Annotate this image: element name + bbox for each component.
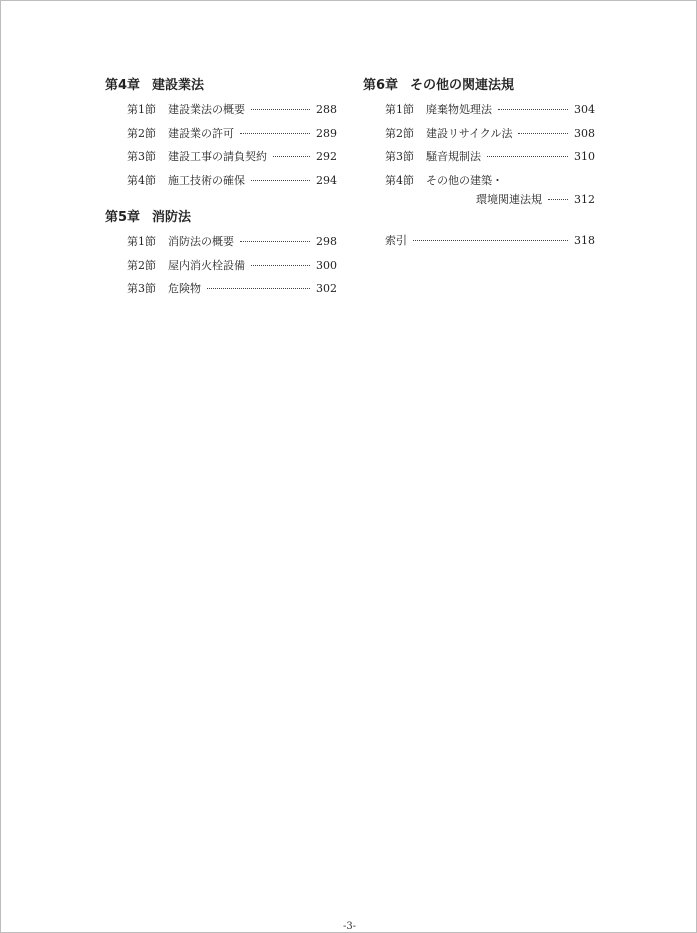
section-number: 第4節 <box>127 173 156 187</box>
dot-leader <box>251 180 310 181</box>
section-title: 騒音規制法 <box>426 150 481 163</box>
chapter-5 <box>105 209 337 297</box>
toc-entry <box>363 101 595 118</box>
page-number: 302 <box>316 282 337 295</box>
page-number: 304 <box>574 103 595 116</box>
dot-leader <box>487 156 568 157</box>
chapter-title: その他の関連法規 <box>410 78 515 93</box>
chapter-number: 第5章 <box>105 210 141 225</box>
chapter-4 <box>105 77 337 189</box>
toc-index-entry <box>363 232 595 249</box>
chapter-6 <box>363 77 595 208</box>
section-title: 建設リサイクル法 <box>426 126 513 140</box>
page-number: 292 <box>316 150 337 163</box>
toc-entry <box>105 148 337 165</box>
page-number: 288 <box>316 103 337 116</box>
spacer <box>363 214 595 232</box>
toc-entry <box>105 257 337 274</box>
toc-entry-continuation <box>363 191 595 208</box>
toc-column-left <box>105 77 337 304</box>
chapter-title: 消防法 <box>152 210 192 225</box>
dot-leader <box>518 133 568 134</box>
dot-leader <box>207 288 310 289</box>
page-footer-number: -3- <box>342 921 357 932</box>
toc-entry <box>105 172 337 189</box>
chapter-number: 第6章 <box>363 78 399 93</box>
index-title: 索引 <box>385 234 407 247</box>
dot-leader <box>273 156 310 157</box>
page-number: 308 <box>574 126 595 140</box>
section-title: 廃棄物処理法 <box>426 103 492 116</box>
section-number: 第3節 <box>385 150 414 163</box>
section-number: 第1節 <box>385 103 414 116</box>
toc-entry <box>105 125 337 142</box>
chapter-heading <box>105 209 337 227</box>
dot-leader <box>240 241 310 242</box>
toc-entry <box>105 233 337 250</box>
section-number: 第4節 <box>385 173 414 187</box>
page-number: 289 <box>316 126 337 140</box>
chapter-number: 第4章 <box>105 78 141 93</box>
dot-leader <box>498 109 568 110</box>
section-title: 建設工事の請負契約 <box>168 150 267 163</box>
section-number: 第1節 <box>127 103 156 116</box>
toc-entry <box>363 148 595 165</box>
toc-entry <box>105 101 337 118</box>
toc-entry <box>363 125 595 142</box>
page-number: 294 <box>316 173 337 187</box>
section-title: 施工技術の確保 <box>168 173 245 187</box>
section-title: 消防法の概要 <box>168 235 234 248</box>
chapter-title: 建設業法 <box>152 78 205 93</box>
section-number: 第1節 <box>127 235 156 248</box>
page-number: 312 <box>574 192 595 206</box>
dot-leader <box>251 109 310 110</box>
section-title-line1: その他の建築・ <box>426 173 503 187</box>
page-number: 318 <box>574 234 595 247</box>
dot-leader <box>240 133 310 134</box>
toc-entry <box>105 280 337 297</box>
section-number: 第3節 <box>127 282 156 295</box>
section-number: 第2節 <box>127 258 156 272</box>
chapter-heading <box>105 77 337 95</box>
page-number: 298 <box>316 235 337 248</box>
section-number: 第3節 <box>127 150 156 163</box>
dot-leader <box>548 199 568 200</box>
section-number: 第2節 <box>127 126 156 140</box>
spacer <box>105 195 337 209</box>
section-title-line2: 環境関連法規 <box>476 192 542 206</box>
section-title: 屋内消火栓設備 <box>168 258 245 272</box>
section-title: 危険物 <box>168 282 201 295</box>
page-number: 300 <box>316 258 337 272</box>
page-number: 310 <box>574 150 595 163</box>
section-title: 建設業法の概要 <box>168 103 245 116</box>
toc-column-right <box>363 77 595 256</box>
dot-leader <box>251 265 310 266</box>
dot-leader <box>413 240 568 241</box>
chapter-heading <box>363 77 595 95</box>
section-number: 第2節 <box>385 126 414 140</box>
section-title: 建設業の許可 <box>168 126 234 140</box>
toc-entry <box>363 172 595 189</box>
